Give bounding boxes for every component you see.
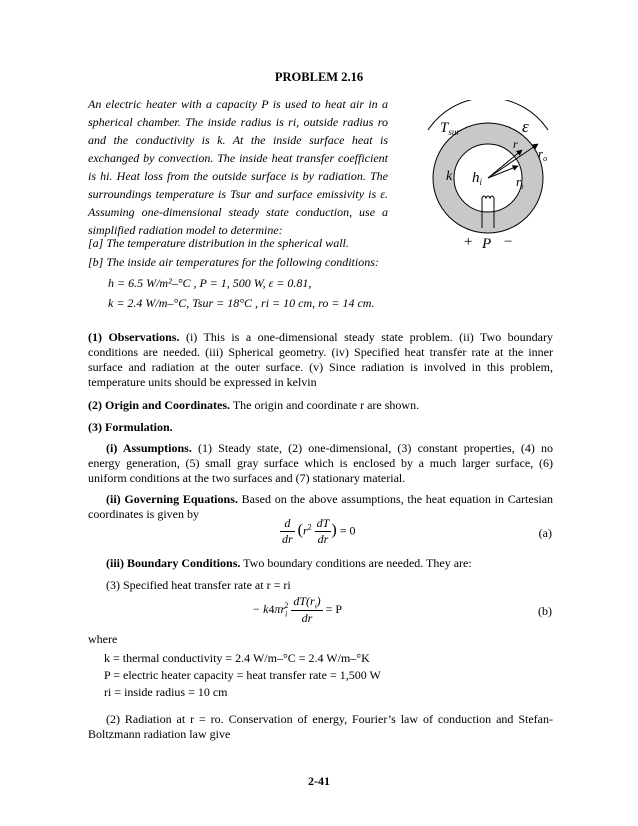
d-dr-fraction: $\frac{d}{dr}$ [282, 516, 293, 546]
question-b: [b] The inside air temperatures for the following conditions: [88, 255, 379, 269]
assumptions-heading: (i) Assumptions. [106, 441, 192, 455]
bc-text: Two boundary conditions are needed. They are: [243, 556, 472, 570]
formulation-heading [88, 420, 553, 435]
tsur-label: $T_{sur}$ [440, 120, 460, 137]
origin-text: The origin and coordinate r are shown. [232, 398, 420, 412]
governing-text: Based on the above assumptions, the heat equation in Cartesian coordinates is given by [88, 492, 554, 521]
p-label: P [482, 236, 492, 252]
plus-label: + [464, 234, 473, 250]
assumptions-paragraph [88, 441, 553, 486]
equation-b-rhs: = P [325, 601, 343, 616]
problem-statement [88, 95, 388, 239]
bc-heading: (iii) Boundary Conditions. [106, 556, 241, 570]
formulation-heading-text: (3) Formulation. [88, 420, 173, 434]
definitions-list [104, 650, 381, 701]
page-number: 2-41 [308, 774, 330, 788]
minus-label: − [504, 234, 513, 250]
dTri-dr-fraction: $\frac{dT(r_i)}{dr}$ [293, 594, 321, 626]
def-k: k = thermal conductivity = 2.4 W/m–°C = 2.4 W/m–°K [104, 651, 370, 665]
bc2-text: (2) Radiation at r = ro. Conservation of energy, Fourier’s law of conduction and Stefan-Boltzmann radiation law give [88, 712, 553, 741]
given-line-2: k = 2.4 W/m–°C, Tsur = 18°C , ri = 10 cm, ro = 14 cm. [108, 296, 375, 310]
origin-paragraph [88, 398, 553, 413]
ri-label: $r_i$ [516, 174, 524, 191]
def-p: P = electric heater capacity = heat transfer rate = 1,500 W [104, 668, 381, 682]
def-ri: ri = inside radius = 10 cm [104, 685, 228, 699]
where-label: where [88, 632, 118, 646]
origin-heading: (2) Origin and Coordinates. [88, 398, 231, 412]
equation-b-tag: (b) [538, 604, 552, 618]
ro-label: $r_o$ [538, 146, 548, 163]
bc2-paragraph [88, 712, 553, 742]
observations-heading: (1) Observations. [88, 330, 180, 344]
epsilon-label: ε [522, 117, 529, 136]
equation-a: $\frac{d}{dr}$ ($r^2$ $\frac{dT}{dr}$ ) = 0 [282, 516, 356, 546]
r-label: r [513, 137, 518, 151]
hi-label: $h_i$ [472, 170, 483, 187]
observations-text: (i) This is a one-dimensional steady state problem. (ii) Two boundary conditions are needed. (iii) Spherical geometry. (iv) Specified heat transfer rate at the inner surface and radiation at the outer surface. (v) Since radiation is involved in this problem, temperature units should be expressed in kelvin [88, 330, 553, 389]
given-line-1: h = 6.5 W/m²–°C , P = 1, 500 W, ε = 0.81, [108, 276, 312, 290]
problem-title: PROBLEM 2.16 [274, 70, 364, 84]
spherical-chamber-diagram [410, 100, 570, 255]
bc-paragraph [88, 556, 553, 571]
dT-dr-fraction: $\frac{dT}{dr}$ [316, 516, 330, 546]
equation-b: − $k4\pi r_i^2$ $\frac{dT(r_i)}{dr}$ = P [252, 594, 343, 626]
k-label: k [446, 169, 453, 184]
statement-text: An electric heater with a capacity P is used to heat air in a spherical chamber. The inside radius is ri, outside radius ro and the conductivity is k. At the inside surface heat is exchanged by convection. The inside heat transfer coefficient is hi. Heat loss from the outside surface is by radiation. The surroundings temperature is Tsur and surface emissivity is ε. Assuming one-dimensional steady state conduction, use a simplified radiation model to determine: [88, 97, 388, 237]
equation-a-tag: (a) [538, 526, 552, 540]
assumptions-text: (1) Steady state, (2) one-dimensional, (3) constant properties, (4) no energy generation, (5) small gray surface which is enclosed by a much larger surface, (6) uniform conditions at the two surfaces and (7) stationary material. [88, 441, 554, 485]
equation-a-rhs: = 0 [339, 523, 356, 538]
observations-paragraph [88, 330, 553, 390]
governing-heading: (ii) Governing Equations. [106, 492, 238, 506]
bc1-text: (3) Specified heat transfer rate at r = ri [106, 578, 291, 592]
question-a: [a] The temperature distribution in the spherical wall. [88, 236, 349, 250]
